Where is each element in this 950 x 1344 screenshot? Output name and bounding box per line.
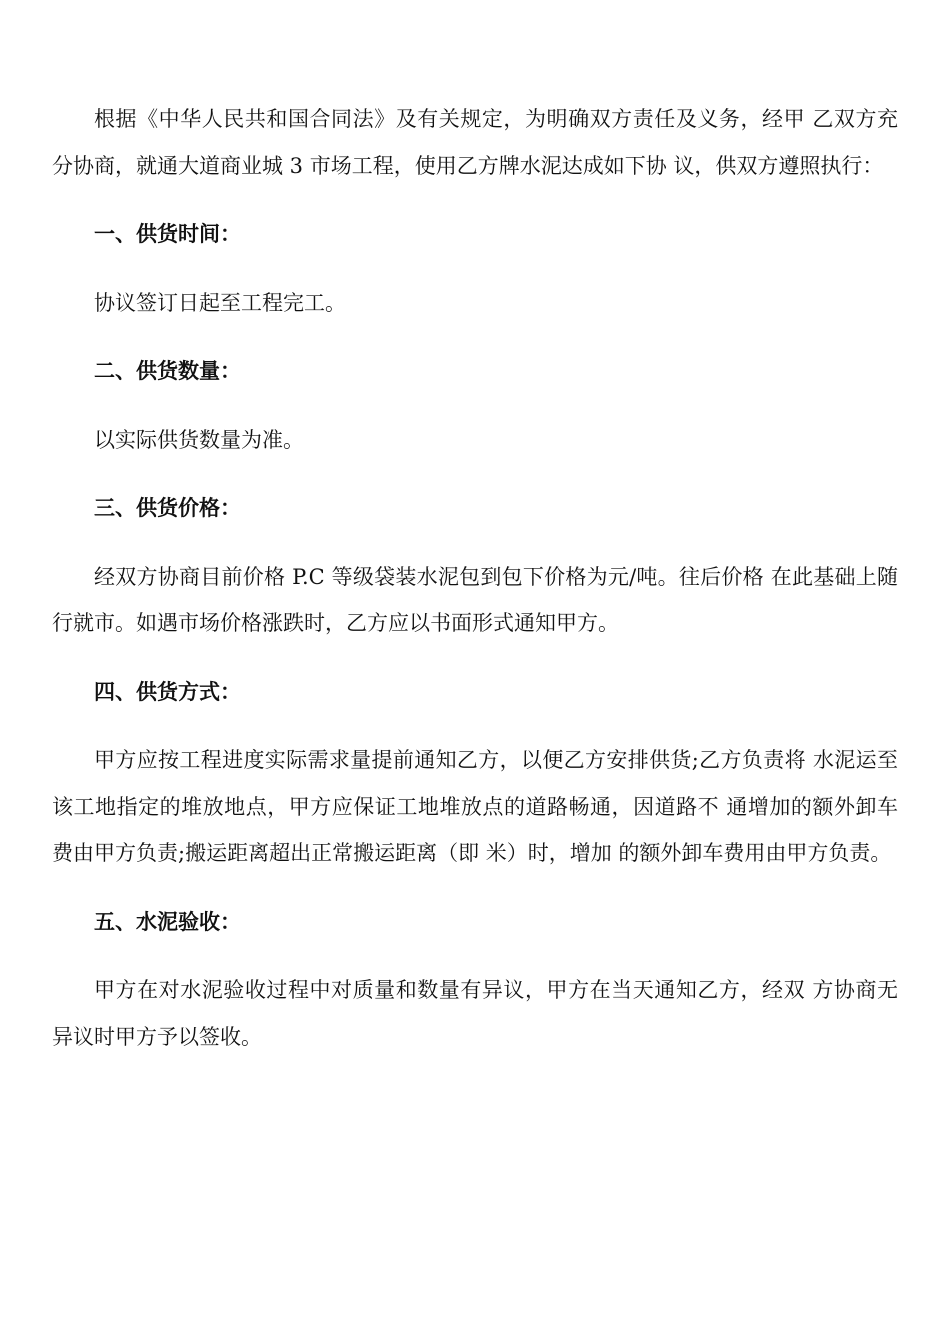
section-body-supply-quantity: 以实际供货数量为准。	[94, 427, 304, 452]
section-heading-supply-price: 三、供货价格：	[94, 496, 241, 520]
section-body-supply-time: 协议签订日起至工程完工。	[94, 290, 346, 315]
section-body-supply-method: 甲方应按工程进度实际需求量提前通知乙方，以便乙方安排供货;乙方负责将 水泥运至该工地指定的堆放地点，甲方应保证工地堆放点的道路畅通，因道路不 通增加的额外卸车费由甲方负责;搬运距离超出正常搬运距离（即 米）时，增加 的额外卸车费用由甲方负责。	[52, 748, 898, 865]
contract-page	[52, 96, 898, 1060]
section-body-supply-price: 经双方协商目前价格 P.C 等级袋装水泥包到包下价格为元/吨。往后价格 在此基础上随行就市。如遇市场价格涨跌时，乙方应以书面形式通知甲方。	[52, 564, 898, 635]
section-heading-supply-method: 四、供货方式：	[94, 679, 241, 704]
intro-paragraph: 根据《中华人民共和国合同法》及有关规定，为明确双方责任及义务，经甲 乙双方充分协商，就通大道商业城 3 市场工程，使用乙方牌水泥达成如下协 议，供双方遵照执行：	[52, 107, 899, 178]
section-body-cement-acceptance: 甲方在对水泥验收过程中对质量和数量有异议，甲方在当天通知乙方，经双 方协商无异议时甲方予以签收。	[52, 978, 899, 1049]
section-heading-cement-acceptance: 五、水泥验收：	[94, 909, 241, 934]
section-heading-supply-time: 一、供货时间：	[94, 222, 241, 246]
section-heading-supply-quantity: 二、供货数量：	[94, 359, 241, 383]
